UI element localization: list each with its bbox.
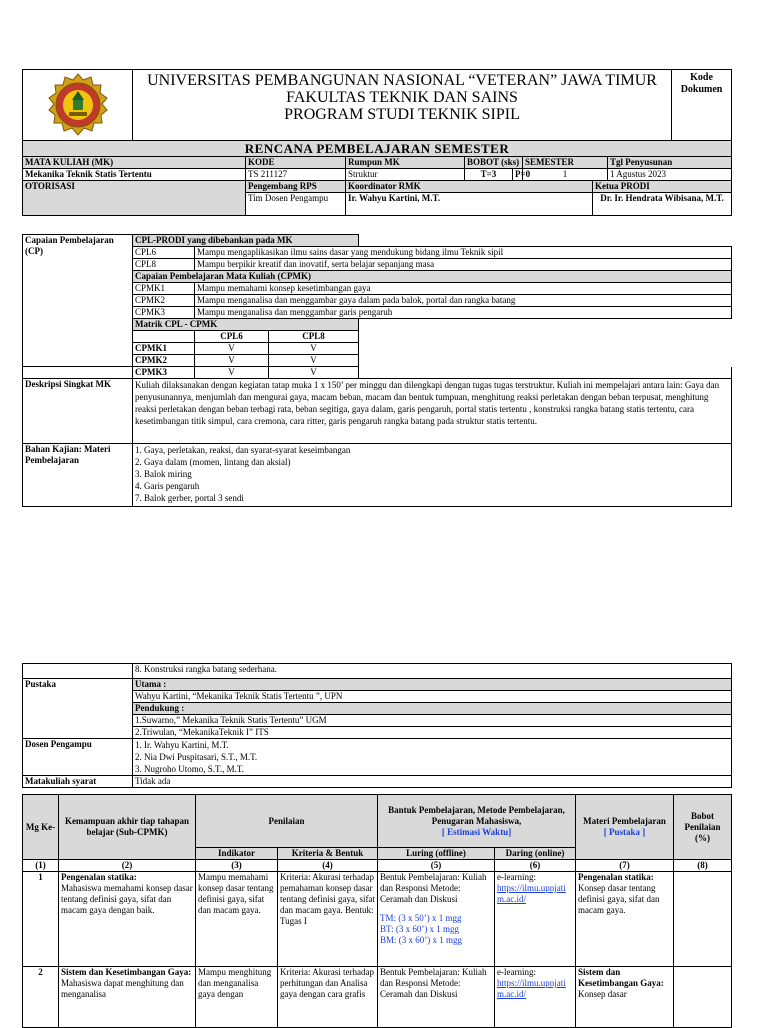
ketua-label: Ketua PRODI bbox=[593, 181, 732, 193]
col-luring-header: Luring (offline) bbox=[378, 848, 495, 860]
matrix-col-cpl8: CPL8 bbox=[269, 331, 359, 343]
kode-label: KODE bbox=[246, 157, 346, 169]
course-semester: 1 bbox=[523, 169, 608, 181]
document-title: RENCANA PEMBELAJARAN SEMESTER bbox=[23, 141, 732, 157]
week-kriteria: Kriteria: Akurasi terhadap perhitungan dan Analisa gaya dengan cara grafis bbox=[278, 967, 378, 1028]
university-name: UNIVERSITAS PEMBANGUNAN NASIONAL “VETERAN” JAWA TIMUR bbox=[147, 72, 657, 89]
week-materi bbox=[576, 967, 674, 1028]
bahan-item: 8. Konstruksi rangka batang sederhana. bbox=[133, 664, 732, 679]
bahan-item: 7. Balok gerber, portal 3 sendi bbox=[135, 493, 244, 503]
week-kriteria: Kriteria: Akurasi terhadap pemahaman konsep dasar tentang definisi gaya, sifat dan macam gaya. Bentuk: Tugas I bbox=[278, 872, 378, 967]
week-bobot bbox=[674, 872, 732, 967]
course-t: T=3 bbox=[465, 169, 513, 181]
col-mg-header: Mg Ke- bbox=[23, 795, 59, 860]
university-logo-icon bbox=[45, 72, 111, 138]
koordinator-value: Ir. Wahyu Kartini, M.T. bbox=[346, 193, 593, 216]
pustaka-pendukung-label: Pendukung : bbox=[133, 703, 732, 715]
col-kriteria-header: Kriteria & Bentuk bbox=[278, 848, 378, 860]
table-row bbox=[23, 967, 732, 1028]
materi-title: Sistem dan Kesetimbangan Gaya: bbox=[578, 967, 664, 988]
week-bobot bbox=[674, 967, 732, 1028]
cpmk-header: Capaian Pembelajaran Mata Kuliah (CPMK) bbox=[133, 271, 732, 283]
matrix-cell: V bbox=[195, 367, 269, 379]
matrix-row-label: CPMK2 bbox=[133, 355, 195, 367]
col-number: (5) bbox=[378, 860, 495, 872]
dosen-item: 1. Ir. Wahyu Kartini, M.T. bbox=[135, 740, 229, 750]
pustaka-utama-label: Utama : bbox=[133, 679, 732, 691]
cpl-code: CPL6 bbox=[133, 247, 195, 259]
cpmk-code: CPMK3 bbox=[133, 307, 195, 319]
deskripsi-label: Deskripsi Singkat MK bbox=[23, 379, 133, 444]
matrix-row-label: CPMK3 bbox=[133, 367, 195, 379]
matrix-cell: V bbox=[195, 355, 269, 367]
col-number: (6) bbox=[495, 860, 576, 872]
cpl-code: CPL8 bbox=[133, 259, 195, 271]
logo-cell bbox=[23, 70, 133, 141]
cpl-text: Mampu mengaplikasikan ilmu sains dasar yang mendukung bidang ilmu Teknik sipil bbox=[195, 247, 732, 259]
col-bentuk-header bbox=[378, 795, 576, 848]
cp-label: Capaian Pembelajaran (CP) bbox=[23, 235, 133, 367]
luring-time: BM: (3 x 60’) x 1 mgg bbox=[380, 935, 463, 945]
cpmk-text: Mampu memahami konsep kesetimbangan gaya bbox=[195, 283, 732, 295]
dosen-item: 3. Nugroho Utomo, S.T., M.T. bbox=[135, 764, 244, 774]
pustaka-pendukung-item: 2.Triwulan, “MekanikaTeknik I” ITS bbox=[133, 727, 732, 739]
col-penilaian-header: Penilaian bbox=[196, 795, 378, 848]
week-title: Sistem dan Kesetimbangan Gaya: bbox=[61, 967, 192, 977]
pustaka-table bbox=[22, 663, 732, 788]
mk-label: MATA KULIAH (MK) bbox=[23, 157, 246, 169]
matrix-cell: V bbox=[269, 367, 359, 379]
matrix-header: Matrik CPL - CPMK bbox=[133, 319, 359, 331]
week-number: 1 bbox=[23, 872, 59, 967]
rps-header-table bbox=[22, 69, 732, 216]
pustaka-label: Pustaka bbox=[23, 679, 133, 739]
page-2 bbox=[0, 660, 768, 1024]
table-row bbox=[23, 872, 732, 967]
dosen-item: 2. Nia Dwi Puspitasari, S.T., M.T. bbox=[135, 752, 258, 762]
pustaka-ref-header-text: [ Pustaka ] bbox=[603, 827, 646, 837]
matrix-col-cpl6: CPL6 bbox=[195, 331, 269, 343]
bahan-list bbox=[133, 444, 732, 507]
semester-label: SEMESTER bbox=[523, 157, 608, 169]
pengembang-label: Pengembang RPS bbox=[246, 181, 346, 193]
bentuk-header-text: Bantuk Pembelajaran, Metode Pembelajaran, Penugaran Mahasiswa, bbox=[388, 804, 565, 826]
col-materi-header bbox=[576, 795, 674, 860]
weekly-plan-table bbox=[22, 794, 732, 1028]
week-materi bbox=[576, 872, 674, 967]
bahan-item: 3. Balok miring bbox=[135, 469, 192, 479]
koordinator-label: Koordinator RMK bbox=[346, 181, 593, 193]
daring-text: e-learning: bbox=[497, 872, 536, 882]
week-kemampuan bbox=[59, 967, 196, 1028]
bahan-item: 1. Gaya, perletakan, reaksi, dan syarat-syarat keseimbangan bbox=[135, 445, 351, 455]
col-kemampuan-header: Kemampuan akhir tiap tahapan belajar (Sub-CPMK) bbox=[59, 795, 196, 860]
materi-title: Pengenalan statika: bbox=[578, 872, 654, 882]
matrix-cell: V bbox=[269, 355, 359, 367]
pustaka-pendukung-item: 1.Suwarno,” Mekanika Teknik Statis Tertentu” UGM bbox=[133, 715, 732, 727]
cp-table bbox=[22, 234, 732, 507]
col-daring-header: Daring (online) bbox=[495, 848, 576, 860]
week-title: Pengenalan statika: bbox=[61, 872, 137, 882]
col-number: (1) bbox=[23, 860, 59, 872]
cpmk-code: CPMK1 bbox=[133, 283, 195, 295]
cpmk-code: CPMK2 bbox=[133, 295, 195, 307]
elearning-link[interactable]: https://ilmu.upnjatim.ac.id/ bbox=[497, 883, 566, 904]
syarat-label: Matakuliah syarat bbox=[23, 776, 133, 788]
institution-title-block bbox=[133, 70, 672, 141]
syarat-value: Tidak ada bbox=[133, 776, 732, 788]
luring-text: Bentuk Pembelajaran: Kuliah dan Responsi Metode: Ceramah dan Diskusi bbox=[380, 872, 487, 904]
week-kemampuan bbox=[59, 872, 196, 967]
materi-desc: Konsep dasar tentang definisi gaya, sifat dan macam gaya. bbox=[578, 883, 660, 915]
bahan-item: 2. Gaya dalam (momen, lintang dan aksial) bbox=[135, 457, 291, 467]
course-name: Mekanika Teknik Statis Tertentu bbox=[23, 169, 246, 181]
cpl-header: CPL-PRODI yang dibebankan pada MK bbox=[133, 235, 359, 247]
week-luring: Bentuk Pembelajaran: Kuliah dan Responsi Metode: Ceramah dan Diskusi bbox=[378, 967, 495, 1028]
week-daring bbox=[495, 872, 576, 967]
week-desc: Mahasiswa memahami konsep dasar tentang definisi gaya, sifat dan macam gaya dengan baik. bbox=[61, 883, 193, 915]
course-p: P=0 bbox=[513, 169, 523, 181]
matrix-cell: V bbox=[195, 343, 269, 355]
program-name: PROGRAM STUDI TEKNIK SIPIL bbox=[284, 106, 520, 123]
week-indikator: Mampu menghitung dan menganalisa gaya dengan bbox=[196, 967, 278, 1028]
cpmk-text: Mampu menganalisa dan menggambar garis pengaruh bbox=[195, 307, 732, 319]
deskripsi-text: Kuliah dilaksanakan dengan kegiatan tatap muka 1 x 150’ per minggu dan dilengkapi dengan tugas tugas terstruktur. Kuliah ini mempelajari antara lain: Gaya dan penyusunannya, menjumlah dan mengurai gaya, macam beban, macam dan bentuk tumpuan, menghitung reaksi perletakan dengan beban terpusat, menghitung reaksi perletakan dengan beban terbagi rata, beban segitiga, gaya dalam, garis pengaruh, portal statis tertentu , konstruksi rangka batang statis tertentu, cara kesetimbangan titik simpul, cara cremona, cara ritter, garis pengaruh rangka batang pada struktur statis tertentu. bbox=[133, 379, 732, 444]
course-rumpun: Struktur bbox=[346, 169, 465, 181]
bobot-label: BOBOT (sks) bbox=[465, 157, 523, 169]
bahan-label: Bahan Kajian: Materi Pembelajaran bbox=[23, 444, 133, 507]
col-number: (3) bbox=[196, 860, 278, 872]
pustaka-utama: Wahyu Kartini, “Mekanika Teknik Statis Tertentu ”, UPN bbox=[133, 691, 732, 703]
col-number: (2) bbox=[59, 860, 196, 872]
col-number: (4) bbox=[278, 860, 378, 872]
week-desc: Mahasiswa dapat menghitung dan menganalisa bbox=[61, 978, 184, 999]
week-indikator: Mampu memahami konsep dasar tentang definisi gaya, sifat dan macam gaya. bbox=[196, 872, 278, 967]
dosen-label: Dosen Pengampu bbox=[23, 739, 133, 776]
matrix-row-label: CPMK1 bbox=[133, 343, 195, 355]
bahan-item: 4. Garis pengaruh bbox=[135, 481, 200, 491]
cpl-text: Mampu berpikir kreatif dan inovatif, serta belajar sepanjang masa bbox=[195, 259, 732, 271]
page-gap bbox=[0, 560, 768, 660]
course-code: TS 211127 bbox=[246, 169, 346, 181]
luring-time: BT: (3 x 60’) x 1 mgg bbox=[380, 924, 460, 934]
col-indikator-header: Indikator bbox=[196, 848, 278, 860]
materi-desc: Konsep dasar bbox=[578, 989, 627, 999]
luring-time: TM: (3 x 50’) x 1 mgg bbox=[380, 913, 462, 923]
otorisasi-label: OTORISASI bbox=[23, 181, 246, 216]
pengembang-value: Tim Dosen Pengampu bbox=[246, 193, 346, 216]
col-number: (8) bbox=[674, 860, 732, 872]
course-date: 1 Agustus 2023 bbox=[608, 169, 732, 181]
rumpun-label: Rumpun MK bbox=[346, 157, 465, 169]
dosen-list bbox=[133, 739, 732, 776]
week-daring bbox=[495, 967, 576, 1028]
cpmk-text: Mampu menganalisa dan menggambar gaya dalam pada balok, portal dan rangka batang bbox=[195, 295, 732, 307]
col-bobot-header: Bobot Penilaian (%) bbox=[674, 795, 732, 860]
week-number: 2 bbox=[23, 967, 59, 1028]
estimasi-header-text: [ Estimasi Waktu] bbox=[441, 826, 512, 837]
col-number: (7) bbox=[576, 860, 674, 872]
ketua-value: Dr. Ir. Hendrata Wibisana, M.T. bbox=[593, 193, 732, 216]
matrix-cell: V bbox=[269, 343, 359, 355]
faculty-name: FAKULTAS TEKNIK DAN SAINS bbox=[286, 89, 518, 106]
week-luring bbox=[378, 872, 495, 967]
tgl-label: Tgl Penyusunan bbox=[608, 157, 732, 169]
elearning-link[interactable]: https://ilmu.upnjatim.ac.id/ bbox=[497, 978, 566, 999]
daring-text: e-learning: bbox=[497, 967, 536, 977]
kode-dokumen-label: Kode Dokumen bbox=[672, 70, 732, 141]
materi-header-text: Materi Pembelajaran bbox=[583, 816, 666, 826]
